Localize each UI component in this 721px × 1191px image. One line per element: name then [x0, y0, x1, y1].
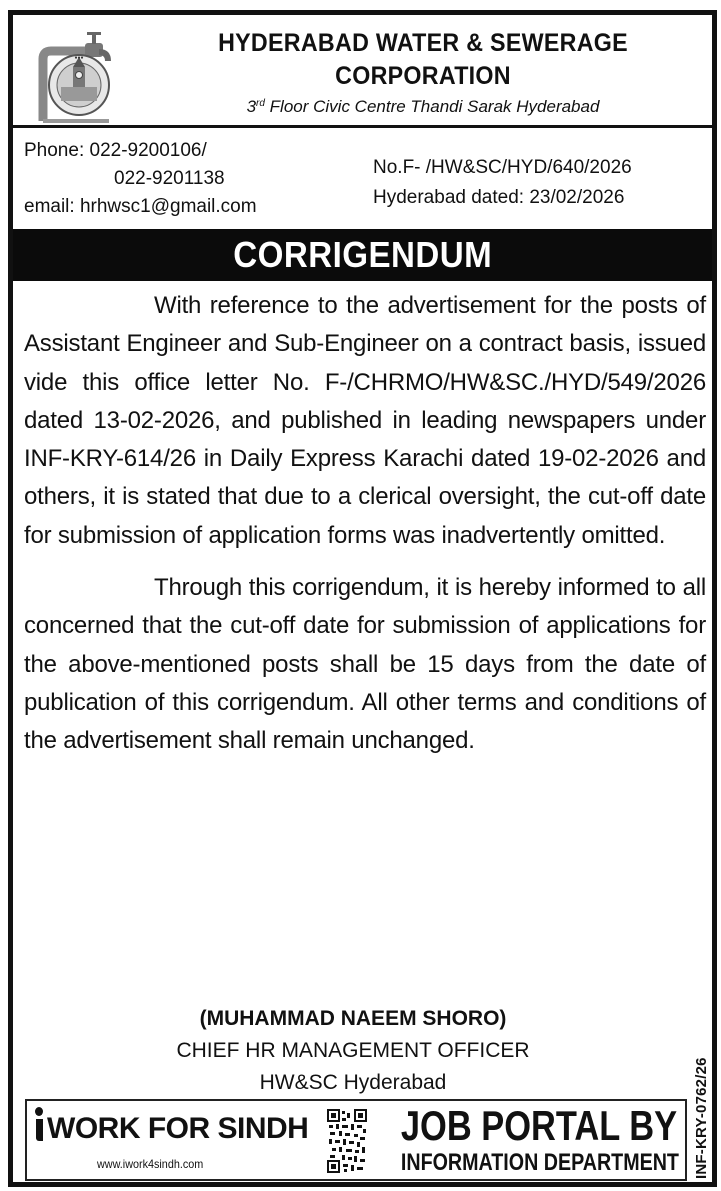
notice-body — [24, 287, 706, 761]
job-portal-banner — [25, 1099, 687, 1181]
iwork-text: WORK FOR SINDH — [47, 1112, 309, 1145]
notice-frame — [8, 10, 717, 1187]
reference-details — [373, 153, 632, 213]
signature-block — [13, 1003, 693, 1099]
iwork-for-sindh-logo — [33, 1107, 331, 1177]
phone-line-2: 022-9201138 — [114, 168, 225, 189]
email-line: email: hrhwsc1@gmail.com — [24, 196, 257, 217]
signatory-name: (MUHAMMAD NAEEM SHORO) — [199, 1007, 507, 1030]
body-paragraph-1: With reference to the advertisement for the posts of Assistant Engineer and Sub-Engineer on a contract basis, issued vide this office letter No. F-/CHRMO/HW&SC./HYD/549/2026 dated 13-02-2026, and published in leading newspapers under INF-KRY-614/26 in Daily Express Karachi dated 19-02-2026 and others, it is stated that due to a clerical oversight, the cut-off date for submission of application forms was inadvertently omitted. — [24, 292, 706, 549]
signatory-title: CHIEF HR MANAGEMENT OFFICER — [176, 1039, 530, 1062]
body-paragraph-2: Through this corrigendum, it is hereby informed to all concerned that the cut-off date for submission of applications for the above-mentioned posts shall be 15 days from the date of publication of this corrigendum. All other terms and conditions of the advertisement shall remain unchanged. — [24, 574, 706, 755]
job-portal-text — [373, 1103, 683, 1177]
qr-code-icon — [327, 1109, 367, 1173]
portal-subtitle: INFORMATION DEPARTMENT — [400, 1149, 679, 1176]
org-name-line2: CORPORATION — [335, 62, 511, 90]
reference-number: No.F- /HW&SC/HYD/640/2026 — [373, 157, 632, 178]
organization-address — [143, 97, 703, 117]
svg-text:●●●: ●●● — [74, 55, 84, 61]
contact-section — [13, 131, 712, 231]
iwork-url: www.iwork4sindh.com — [97, 1157, 204, 1171]
address-ordinal: rd — [256, 98, 265, 109]
water-tap-clocktower-seal-icon — [29, 29, 125, 125]
address-floor-number: 3 — [246, 97, 257, 116]
phone-line-1: Phone: 022-9200106/ — [24, 140, 207, 161]
org-name-line1: HYDERABAD WATER & SEWERAGE — [218, 29, 628, 57]
contact-details — [24, 137, 257, 221]
corrigendum-banner — [13, 229, 712, 281]
issue-date: Hyderabad dated: 23/02/2026 — [373, 187, 625, 208]
banner-title: CORRIGENDUM — [233, 234, 492, 275]
iwork-i-icon — [33, 1111, 45, 1141]
portal-title: JOB PORTAL BY — [400, 1102, 678, 1149]
organization-name — [163, 27, 684, 93]
signatory-organization: HW&SC Hyderabad — [259, 1071, 447, 1094]
side-reference-code: INF-KRY-0762/26 — [693, 1057, 710, 1179]
header — [13, 15, 712, 128]
address-text: Floor Civic Centre Thandi Sarak Hyderabad — [264, 97, 600, 116]
